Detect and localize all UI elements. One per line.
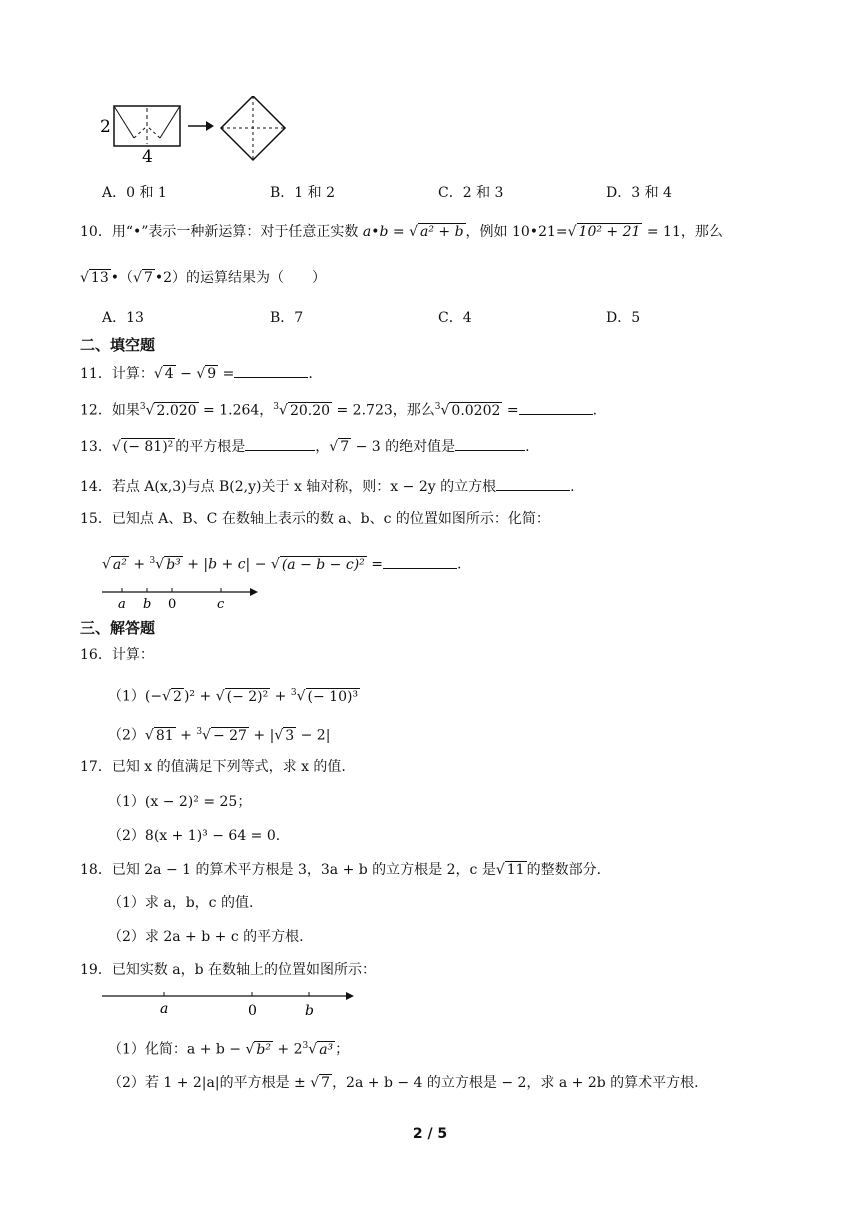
question-10-line2: √ 13 •（√ 7 •2）的运算结果为（ ） [80,270,327,286]
question-19: 19．已知实数 a，b 在数轴上的位置如图所示： [80,962,377,978]
question-11: 11．计算：√ 4 − √ 9 = . [80,363,313,384]
width-label: 4 [142,147,153,167]
axis-label: b [305,1003,314,1019]
question-17: 17．已知 x 的值满足下列等式，求 x 的值. [80,759,346,775]
option-c: C．2 和 3 [438,185,504,201]
section-heading-solve: 三、解答题 [80,619,156,637]
question-14: 14．若点 A(x,3)与点 B(2,y)关于 x 轴对称，则：x − 2y 的立方根 . [80,476,575,497]
option-a: A．0 和 1 [102,185,167,201]
question-15: 15．已知点 A、B、C 在数轴上表示的数 a、b、c 的位置如图所示：化简： [80,511,550,527]
question-10: 10．用“•”表示一种新运算：对于任意正实数 a•b = √ a² + b ，例如 10•21=√ 10² + 21 = 11，那么 [80,224,723,240]
option-c: C．4 [438,310,472,326]
question-12: 12．如果$^3$√ 2.020 = 1.264，$^3$√ 20.20 = 2.723，那么$^3$√ 0.0202 = . [80,397,597,421]
axis-label: b [143,597,152,612]
question-17-part1: （1）(x − 2)² = 25； [108,794,252,810]
answer-blank[interactable] [519,400,593,415]
question-16: 16．计算： [80,647,154,663]
axis-label: a [160,1001,169,1017]
axis-label: 0 [168,597,177,612]
answer-blank[interactable] [383,554,457,569]
arrow-icon [346,992,354,1000]
answer-blank[interactable] [496,476,570,491]
answer-blank[interactable] [455,436,525,451]
question-19-part2: （2）若 1 + 2|a|的平方根是 ± √ 7 ，2a + b − 4 的立方根是 − 2，求 a + 2b 的算术平方根. [108,1075,699,1091]
question-13: 13．√ (− 81)² 的平方根是 ，√ 7 − 3 的绝对值是 . [80,436,530,457]
question-18-part2: （2）求 2a + b + c 的平方根. [108,929,304,945]
question-16-part1: （1）(−√ 2 )² + √ (− 2)² + $^3$√ (− 10)³ [108,688,359,705]
fold-figure [96,96,296,168]
option-d: D．5 [606,310,641,326]
axis-label: c [217,597,225,612]
axis-label: a [118,597,126,612]
option-b: B．7 [270,310,304,326]
option-b: B．1 和 2 [270,185,336,201]
question-19-part1: （1）化简：a + b − √ $b^2 + 2^3√$ a³ ； [108,1041,350,1058]
page-number: 2 / 5 [412,1126,448,1142]
axis-label: 0 [248,1003,257,1019]
answer-blank[interactable] [245,436,315,451]
option-a: A．13 [102,310,144,326]
question-16-part2: （2）√ 81 + $^3$√ − 27 + |√ 3 − 2| [108,727,331,744]
number-line-q19 [100,988,362,1020]
arrow-icon [250,588,258,596]
height-label: 2 [100,117,111,137]
answer-blank[interactable] [234,363,308,378]
question-18: 18．已知 2a − 1 的算术平方根是 3，3a + b 的立方根是 2，c 是√ 11 的整数部分. [80,862,602,878]
option-d: D．3 和 4 [606,185,672,201]
question-18-part1: （1）求 a，b，c 的值. [108,895,254,911]
question-17-part2: （2）8(x + 1)³ − 64 = 0. [108,828,281,844]
section-heading-fill-in: 二、填空题 [80,336,156,354]
number-line-q15 [100,582,270,612]
question-15-expression: √ a² + $^3$√ b³ + |b + c| − √ (a − b − c)² = . [102,551,461,575]
